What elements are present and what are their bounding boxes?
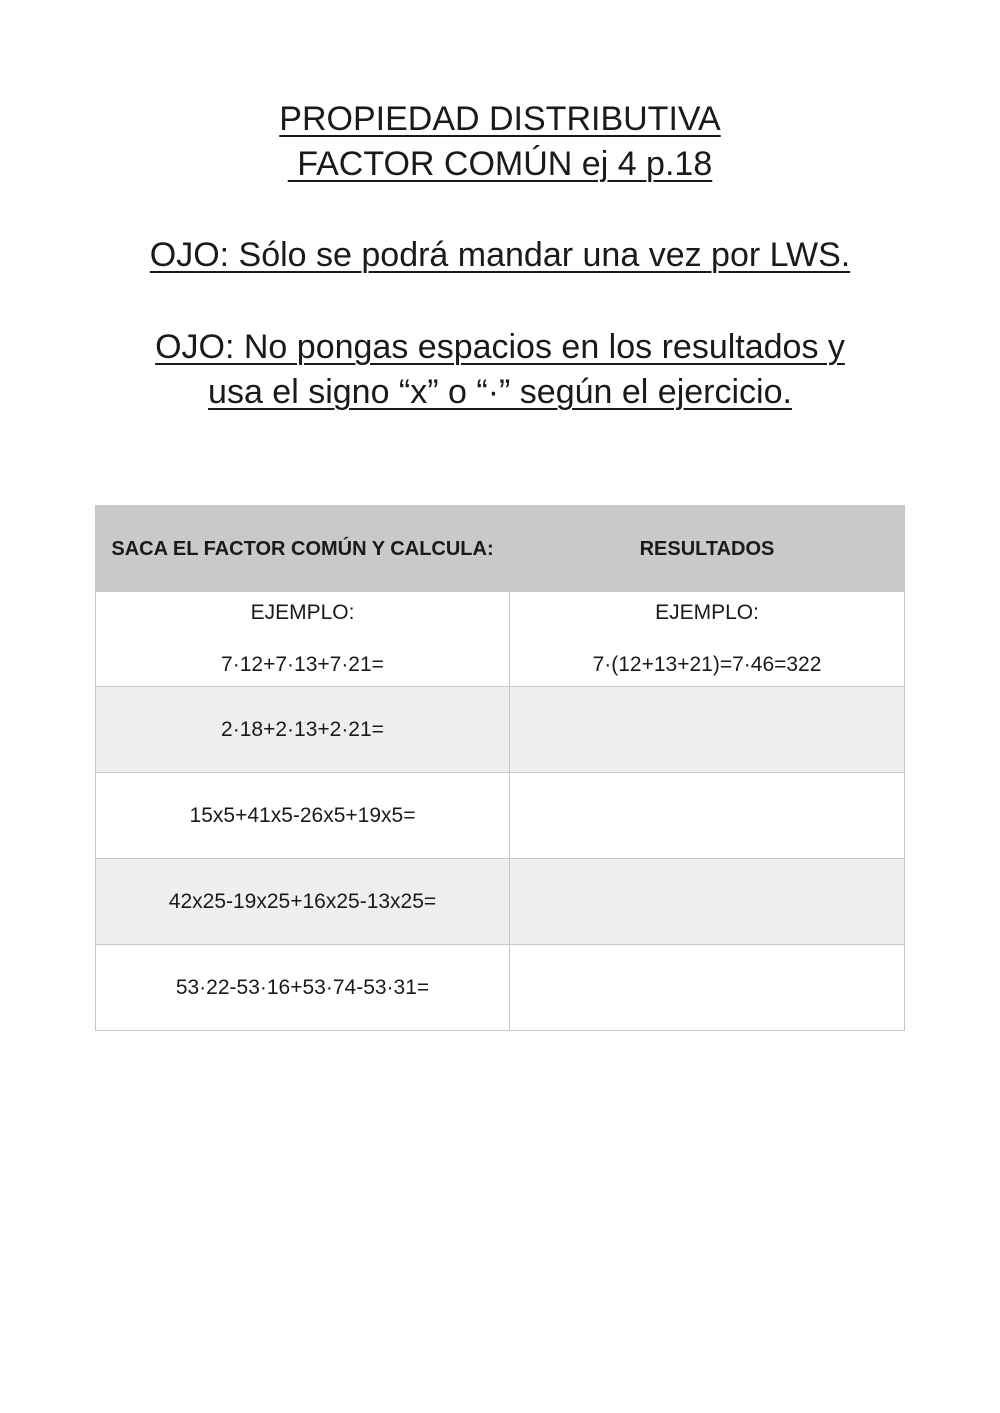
table-row	[96, 945, 905, 1031]
exercise-expression: 2·18+2·13+2·21=	[96, 687, 510, 773]
result-answer-cell[interactable]	[510, 859, 905, 945]
example-result-label: EJEMPLO:	[655, 601, 759, 624]
title-line-2: FACTOR COMÚN ej 4 p.18	[287, 145, 713, 183]
example-expression: 7·12+7·13+7·21=	[221, 653, 384, 676]
exercise-expression: 53·22-53·16+53·74-53·31=	[96, 945, 510, 1031]
header-results: RESULTADOS	[510, 506, 905, 592]
table-row	[96, 687, 905, 773]
result-answer-cell[interactable]	[510, 687, 905, 773]
exercise-table	[95, 505, 905, 1031]
table-header-row	[96, 506, 905, 592]
header-exercise: SACA EL FACTOR COMÚN Y CALCULA:	[96, 506, 510, 592]
title-line-1: PROPIEDAD DISTRIBUTIVA	[279, 100, 721, 138]
note-no-spaces-line-1: OJO: No pongas espacios en los resultados y	[155, 328, 845, 366]
example-result: 7·(12+13+21)=7·46=322	[592, 653, 822, 676]
example-row	[96, 592, 905, 687]
example-exercise-cell	[96, 592, 510, 687]
exercise-expression: 15x5+41x5-26x5+19x5=	[96, 773, 510, 859]
table-row	[96, 773, 905, 859]
result-answer-cell[interactable]	[510, 945, 905, 1031]
example-label: EJEMPLO:	[250, 601, 355, 624]
exercise-expression: 42x25-19x25+16x25-13x25=	[96, 859, 510, 945]
example-result-cell	[510, 592, 905, 687]
result-answer-cell[interactable]	[510, 773, 905, 859]
table-row	[96, 859, 905, 945]
note-single-submission: OJO: Sólo se podrá mandar una vez por LWS.	[149, 236, 851, 274]
note-no-spaces-line-2: usa el signo “x” o “·” según el ejercicio.	[208, 373, 792, 411]
